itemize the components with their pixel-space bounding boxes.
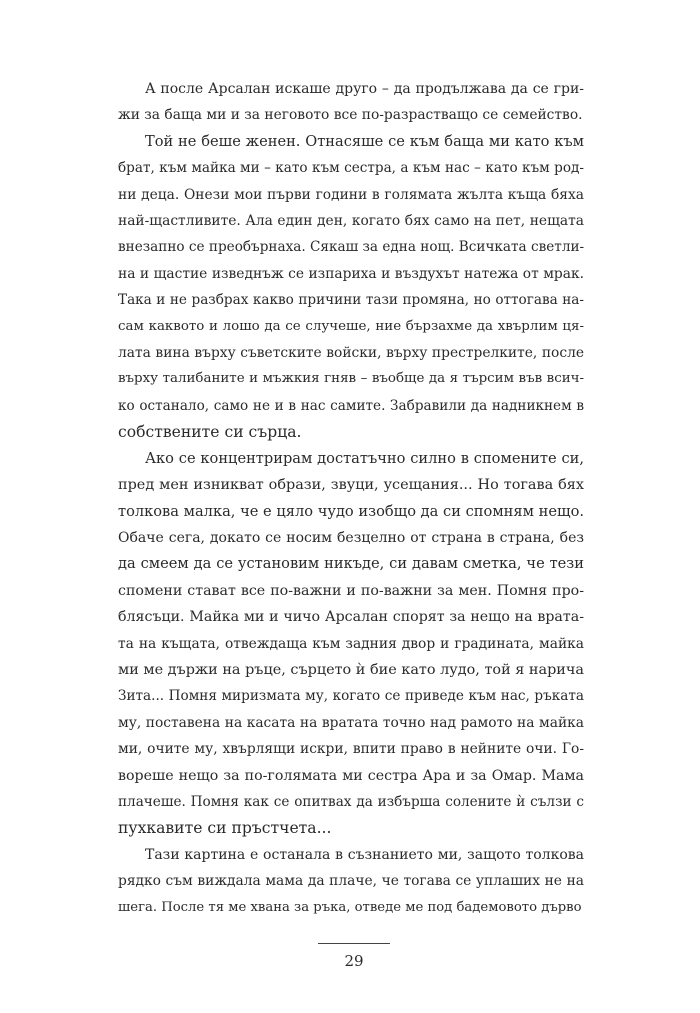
- body-text: [118, 76, 584, 921]
- text-line: шега. После тя ме хвана за ръка, отведе ме под бадемовото дърво: [118, 899, 582, 915]
- text-line: Така и не разбрах какво причини тази промяна, но оттогава на-: [118, 292, 584, 309]
- text-line: върху талибаните и мъжкия гняв – въобще да я търсим във всич-: [118, 371, 584, 387]
- text-line: най-щастливите. Ала един ден, когато бях само на пет, нещата: [118, 213, 584, 230]
- text-line: толкова малка, че е цяло чудо изобщо да си спомням нещо.: [118, 502, 584, 520]
- text-line: Тази картина е останала в съзнанието ми, защото толкова: [145, 846, 584, 863]
- text-line: лата вина върху съветските войски, върху престрелките, после: [118, 345, 584, 362]
- text-line: Той не беше женен. Отнасяше се към баща ми като към: [145, 132, 584, 150]
- paragraph: [118, 129, 584, 446]
- page-number: 29: [344, 952, 364, 970]
- text-line: Ако се концентрирам достатъчно силно в спомените си,: [145, 449, 584, 467]
- text-line: Обаче сега, докато се носим безцелно от страна в страна, без: [118, 529, 584, 546]
- text-line: жи за баща ми и за неговото все по-разрастващо се семейство.: [118, 107, 583, 124]
- text-line: вореше нещо за по-голямата ми сестра Ара и за Омар. Мама: [118, 767, 584, 784]
- footer-rule: [318, 943, 390, 944]
- text-line: рядко съм виждала мама да плаче, че тогава се уплаших не на: [118, 873, 584, 890]
- text-line: блясъци. Майка ми и чичо Арсалан спорят за нещо на врата-: [118, 609, 584, 626]
- paragraph: [118, 446, 584, 842]
- text-line: сам каквото и лошо да се случеше, ние бързахме да хвърлим ця-: [118, 318, 584, 334]
- text-line: та на къщата, отвеждаща към задния двор и градината, майка: [118, 635, 584, 652]
- text-line: на и щастие изведнъж се изпариха и въздухът натежа от мрак.: [118, 265, 584, 282]
- paragraph: [118, 76, 584, 129]
- text-line: му, поставена на касата на вратата точно над рамото на майка: [118, 714, 584, 731]
- text-line: ко останало, само не и в нас самите. Забравили да надникнем в: [118, 397, 584, 414]
- text-line: внезапно се преобърнаха. Сякаш за една нощ. Всичката светли-: [118, 239, 585, 256]
- text-line: ми, очите му, хвърлящи искри, впити право в нейните очи. Го-: [118, 741, 584, 758]
- paragraph: [118, 842, 584, 921]
- text-line: собствените си сърца.: [118, 423, 302, 442]
- text-line: А после Арсалан искаше друго – да продължава да се гри-: [145, 81, 584, 97]
- text-line: пред мен изникват образи, звуци, усещания... Но тогава бях: [118, 477, 584, 494]
- text-line: спомени стават все по-важни и по-важни за мен. Помня про-: [118, 582, 584, 599]
- text-line: да смеем да се установим никъде, си давам сметка, че тези: [118, 555, 584, 573]
- text-line: ни деца. Онези мои първи години в голямата жълта къща бяха: [118, 186, 584, 203]
- text-line: ми ме държи на ръце, сърцето ѝ бие като лудо, той я нарича: [118, 661, 584, 678]
- text-line: Зита... Помня миризмата му, когато се приведе към нас, ръката: [118, 688, 584, 705]
- text-line: брат, към майка ми – като към сестра, а към нас – като към род-: [118, 160, 584, 177]
- text-line: плачеше. Помня как се опитвах да избърша солените ѝ сълзи с: [118, 793, 584, 810]
- text-line: пухкавите си пръстчета...: [118, 819, 332, 838]
